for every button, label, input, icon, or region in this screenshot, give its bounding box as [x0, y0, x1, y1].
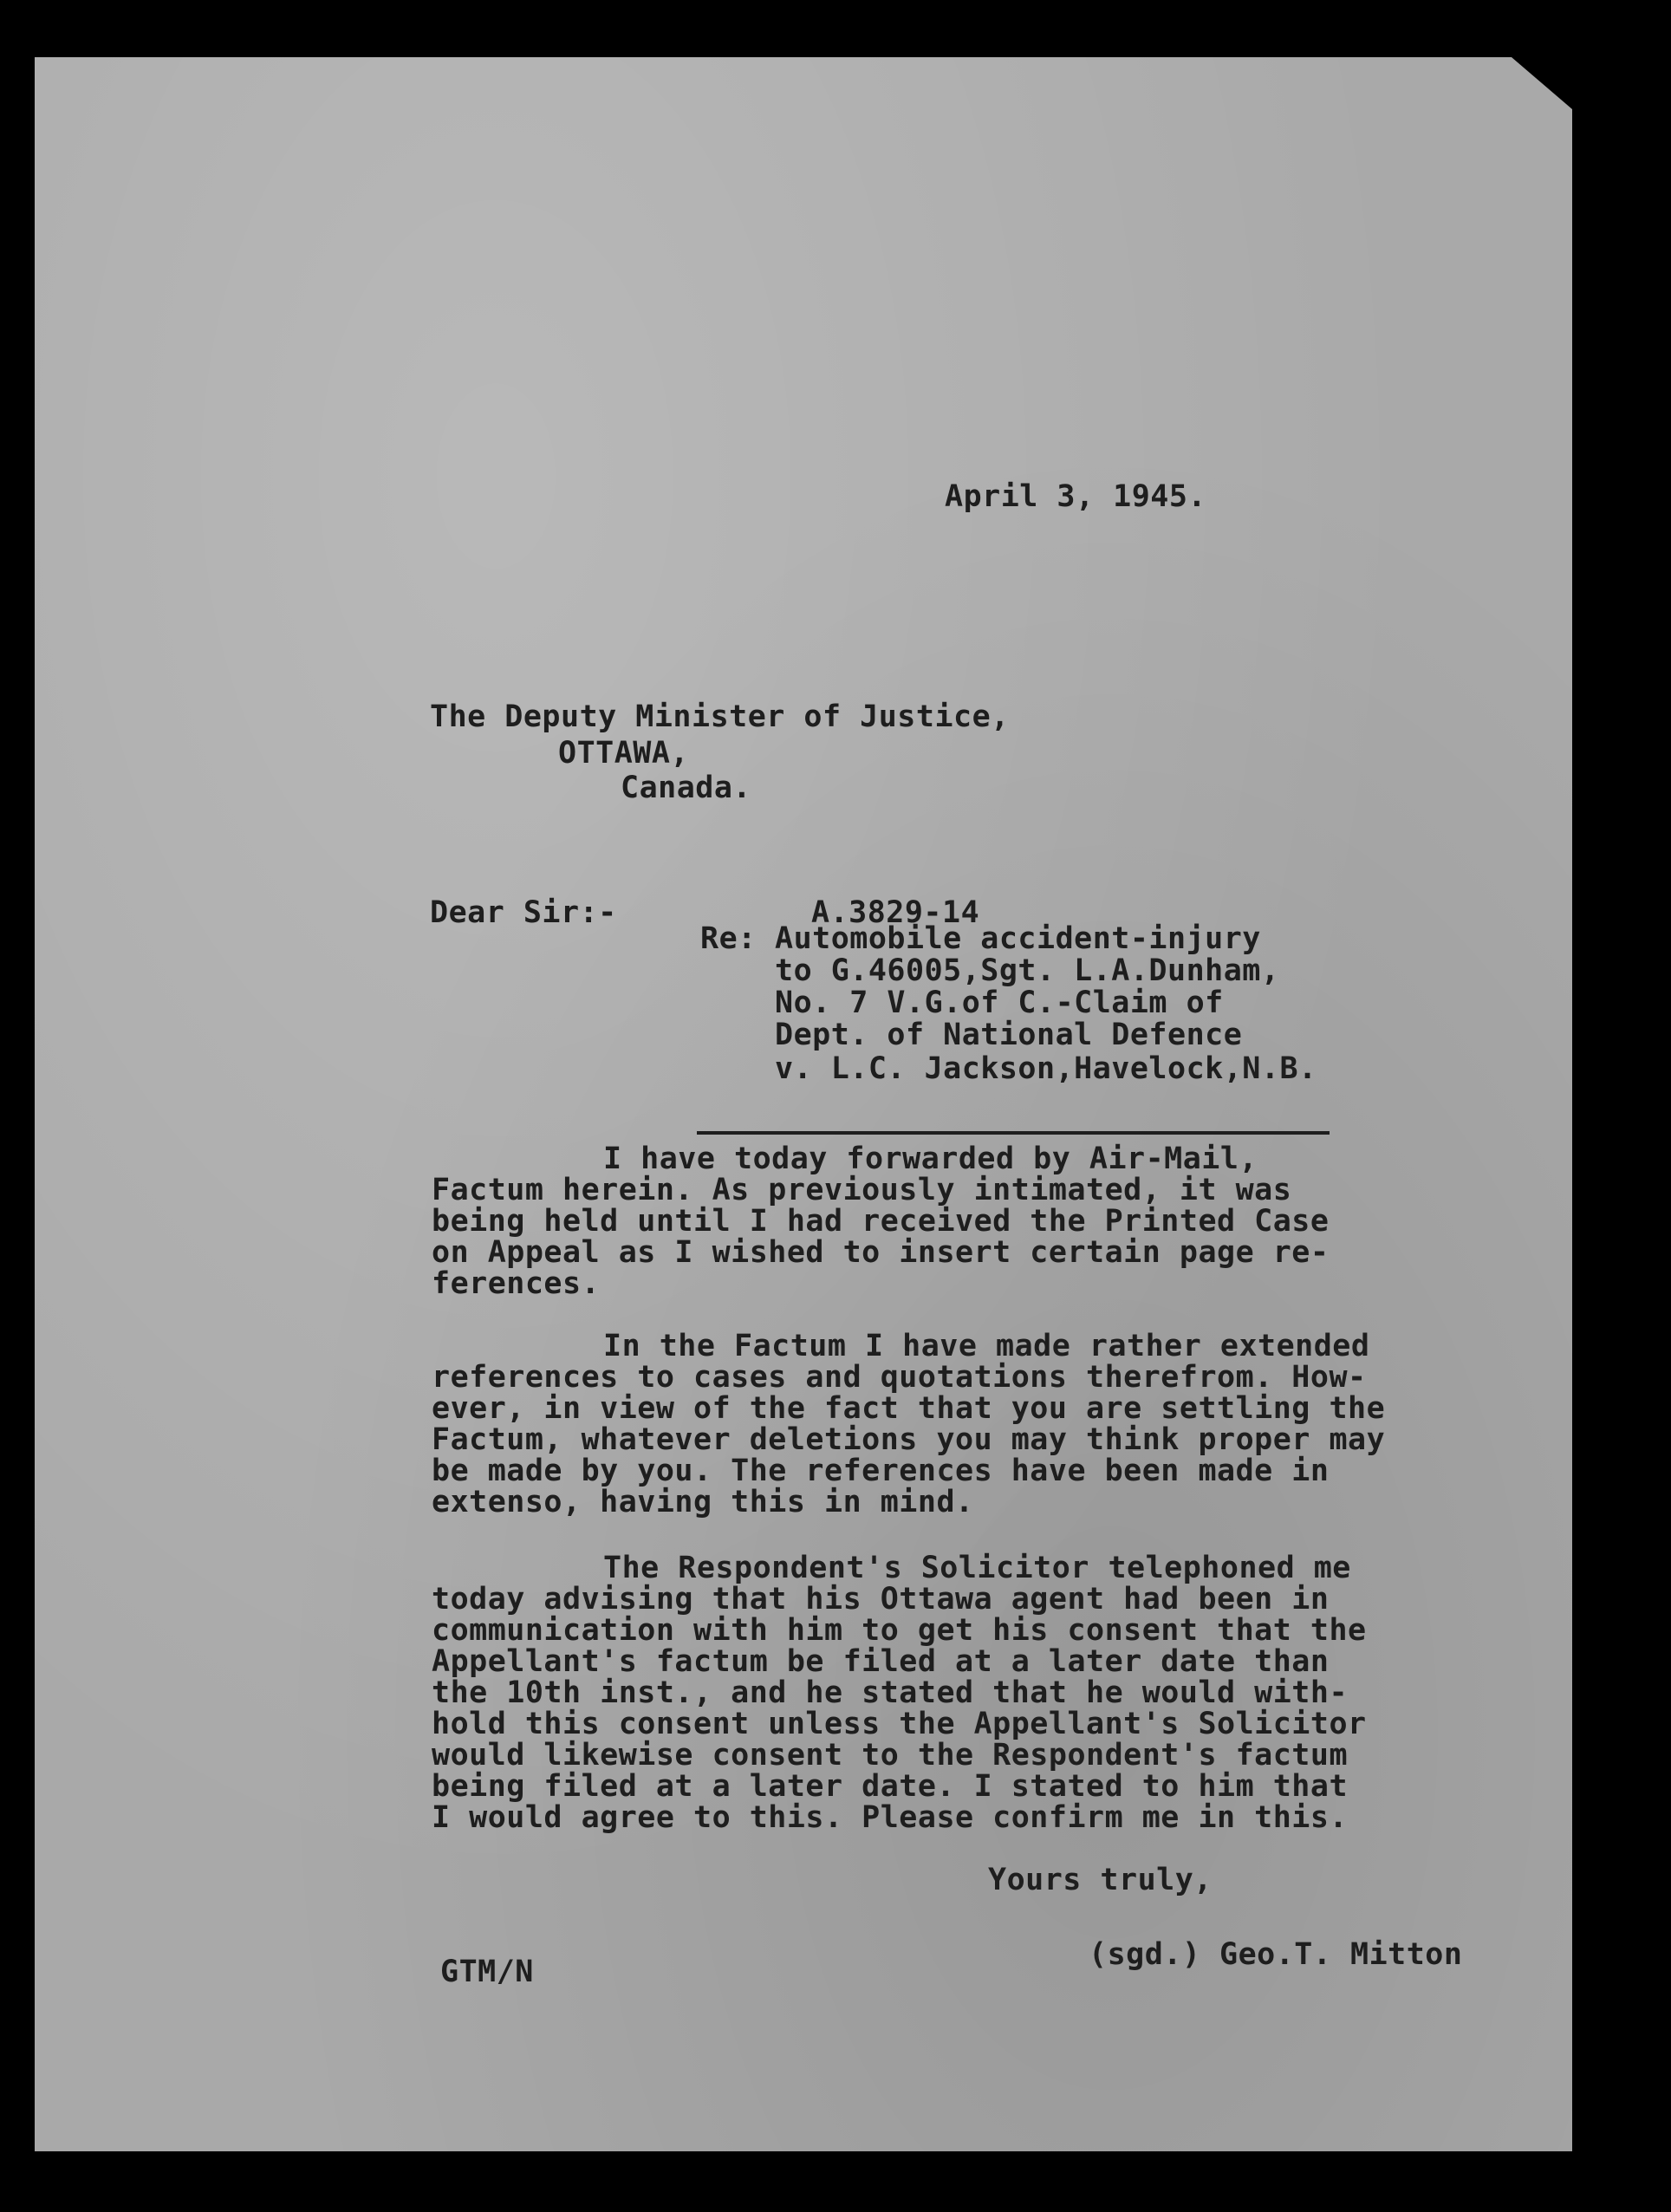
reference-re-label: Re: — [700, 921, 757, 956]
paragraph-3-line-3: communication with him to get his consent that the — [432, 1613, 1367, 1648]
paragraph-1-line-2: Factum herein. As previously intimated, it was — [432, 1173, 1292, 1207]
reference-line-1: Automobile accident-injury — [775, 921, 1261, 956]
closing: Yours truly, — [988, 1863, 1213, 1897]
paragraph-3-line-8: being filed at a later date. I stated to him that — [432, 1769, 1349, 1804]
reference-line-2: to G.46005,Sgt. L.A.Dunham, — [775, 953, 1280, 988]
signature: (sgd.) Geo.T. Mitton — [1089, 1937, 1463, 1972]
paragraph-3-line-1: The Respondent's Solicitor telephoned me — [603, 1551, 1351, 1585]
paragraph-2-line-1: In the Factum I have made rather extended — [603, 1329, 1370, 1363]
letter-page — [35, 57, 1572, 2151]
paragraph-2-line-4: Factum, whatever deletions you may think proper may — [432, 1422, 1386, 1457]
paragraph-2-line-6: extenso, having this in mind. — [432, 1485, 974, 1519]
paragraph-1-line-3: being held until I had received the Printed Case — [432, 1204, 1330, 1239]
paragraph-2-line-2: references to cases and quotations therefrom. How- — [432, 1360, 1367, 1395]
reference-line-3: No. 7 V.G.of C.-Claim of — [775, 986, 1224, 1020]
paragraph-3-line-9: I would agree to this. Please confirm me in this. — [432, 1800, 1349, 1835]
salutation: Dear Sir:- — [430, 895, 617, 930]
paragraph-2-line-5: be made by you. The references have been made in — [432, 1454, 1330, 1488]
paragraph-1-line-1: I have today forwarded by Air-Mail, — [603, 1142, 1258, 1176]
page-corner-shadow — [1512, 57, 1572, 109]
addressee-line-3: Canada. — [621, 771, 752, 805]
paragraph-2-line-3: ever, in view of the fact that you are settling the — [432, 1391, 1386, 1426]
paragraph-3-line-7: would likewise consent to the Respondent's factum — [432, 1738, 1349, 1773]
reference-line-4: Dept. of National Defence — [775, 1018, 1243, 1052]
paragraph-3-line-4: Appellant's factum be filed at a later date than — [432, 1644, 1330, 1679]
paragraph-3-line-2: today advising that his Ottawa agent had been in — [432, 1582, 1330, 1617]
reference-file-no: A.3829-14 — [811, 895, 980, 930]
paragraph-1-line-4: on Appeal as I wished to insert certain page re- — [432, 1235, 1330, 1270]
paragraph-3-line-6: hold this consent unless the Appellant's Solicitor — [432, 1707, 1367, 1741]
letter-date: April 3, 1945. — [945, 479, 1207, 514]
typist-initials: GTM/N — [440, 1955, 534, 1989]
paragraph-1-line-5: ferences. — [432, 1266, 601, 1301]
addressee-line-1: The Deputy Minister of Justice, — [430, 699, 1010, 734]
reference-line-5: v. L.C. Jackson,Havelock,N.B. — [775, 1051, 1317, 1086]
reference-underline — [697, 1131, 1330, 1135]
addressee-line-2: OTTAWA, — [558, 736, 690, 771]
paragraph-3-line-5: the 10th inst., and he stated that he would with- — [432, 1675, 1349, 1710]
